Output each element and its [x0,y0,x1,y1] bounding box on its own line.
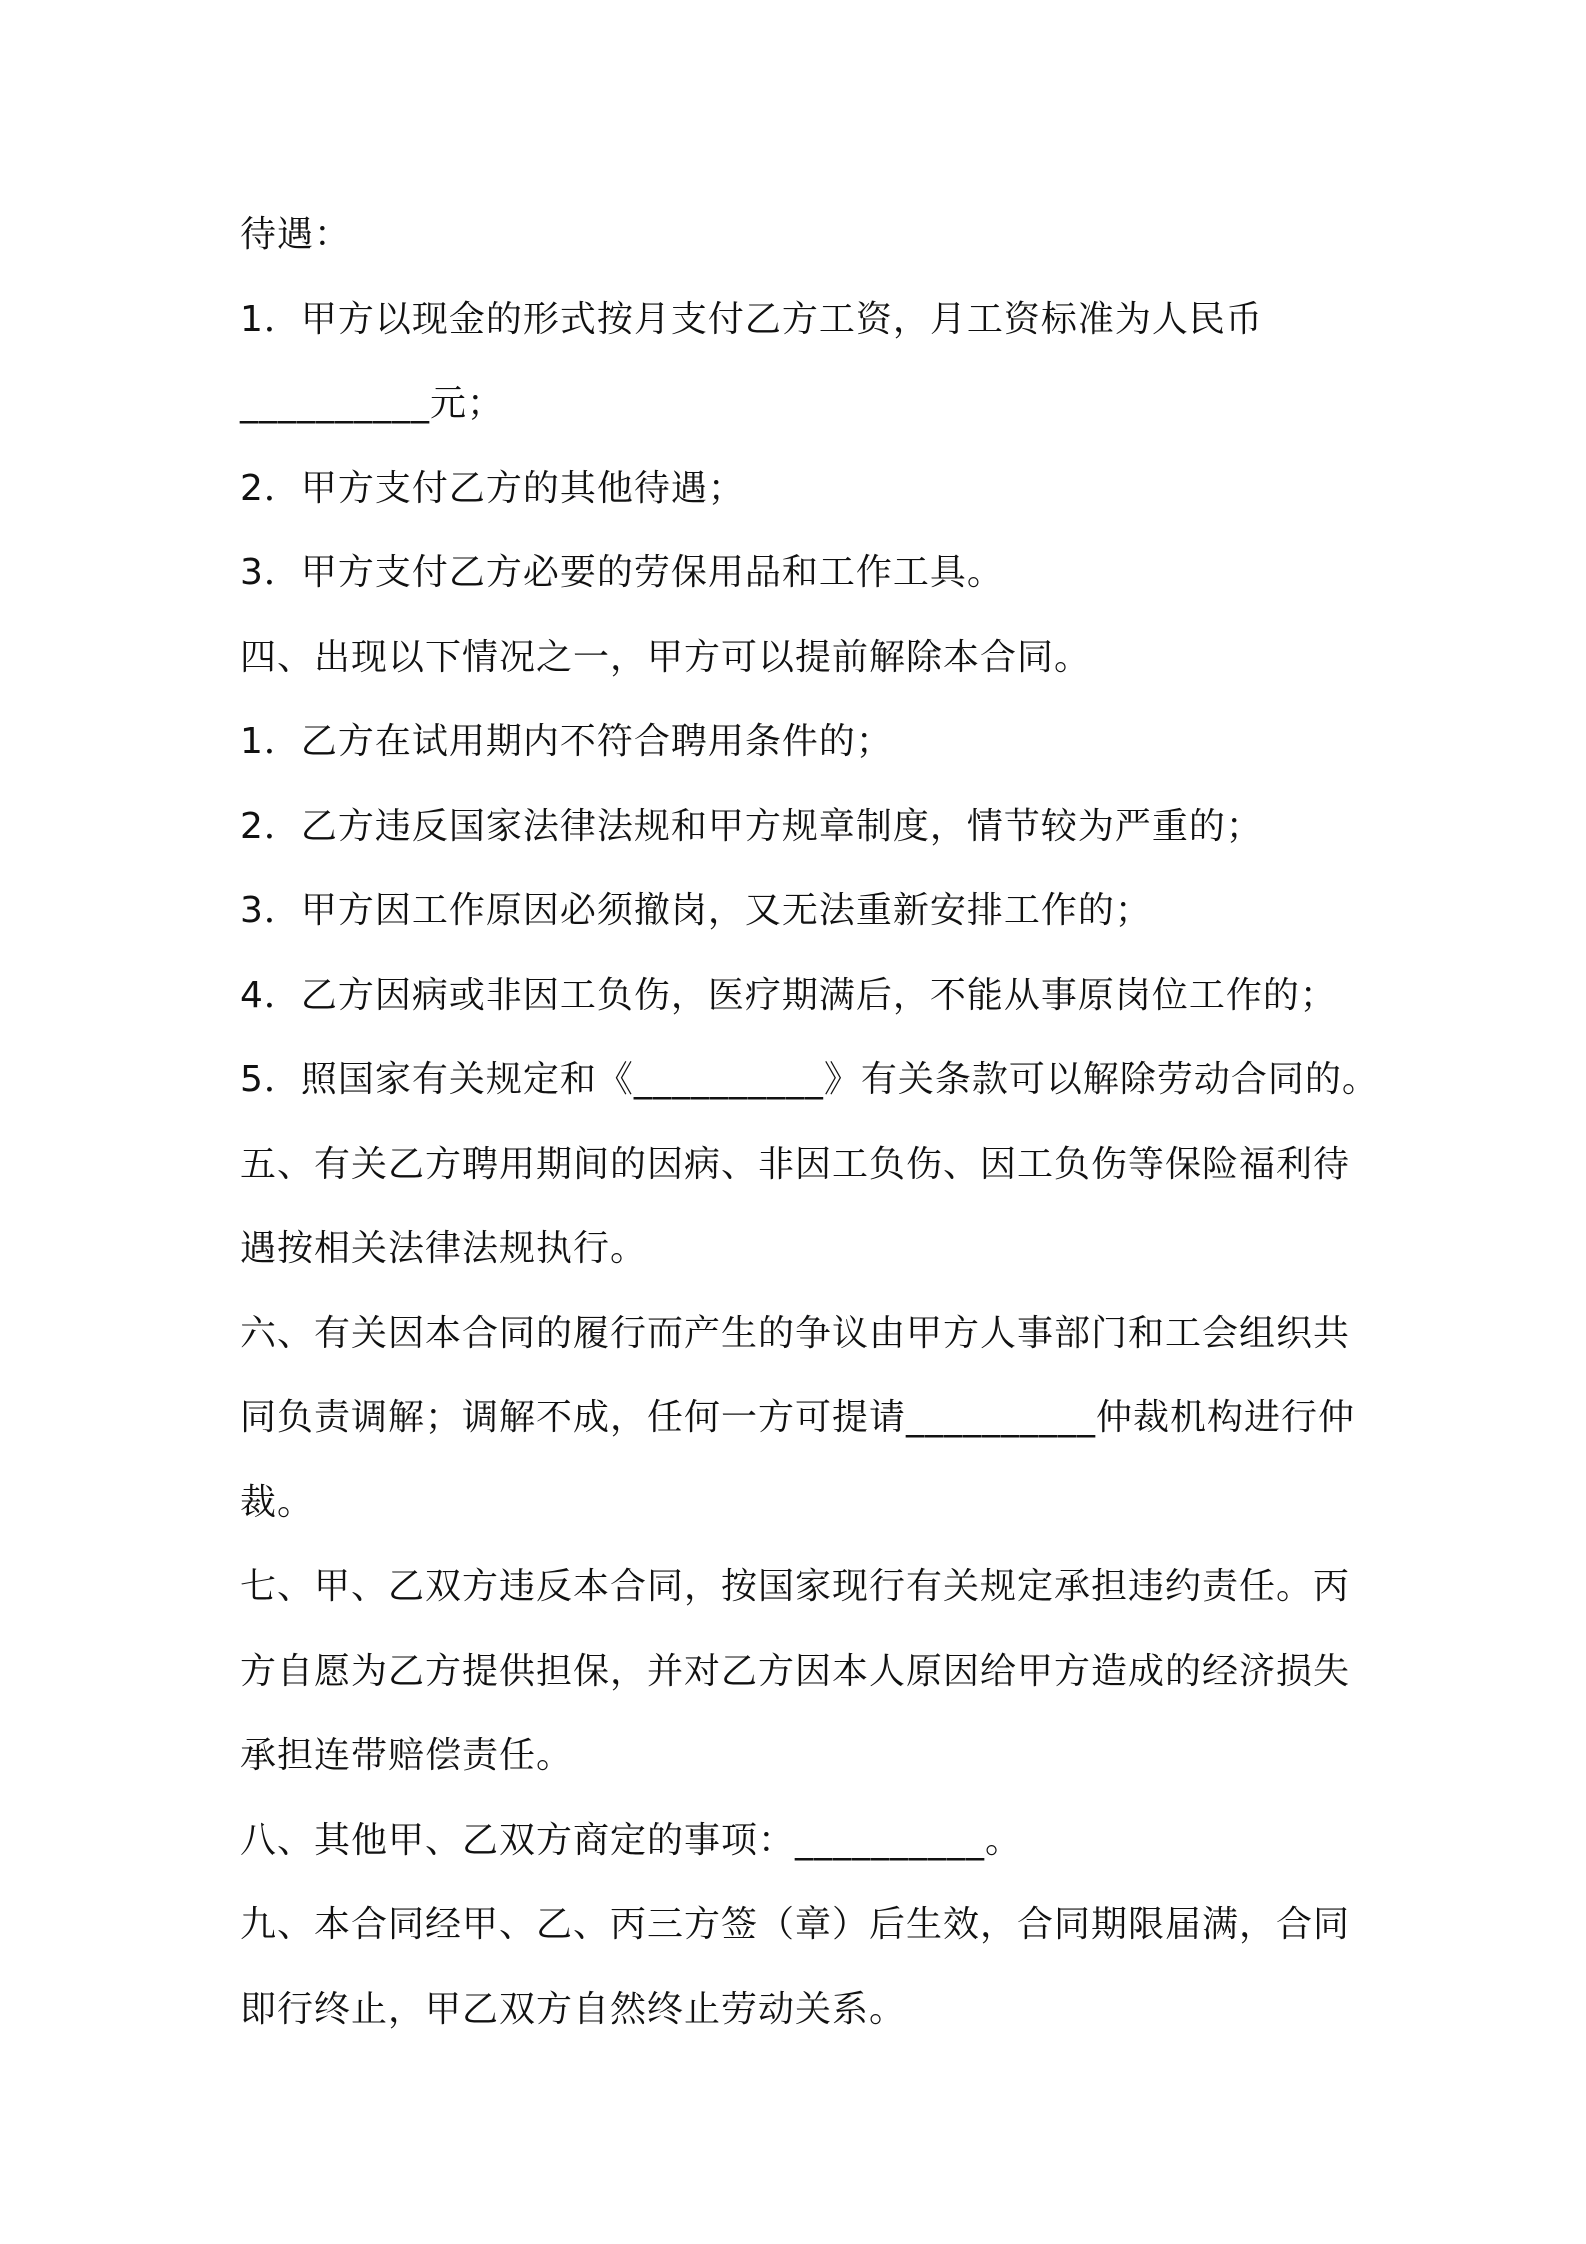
text-line-section-five-b: 遇按相关法律法规执行。 [240,1228,648,1269]
text-line-termination-4: 4．乙方因病或非因工负伤，医疗期满后，不能从事原岗位工作的； [240,974,1337,1016]
text-line-termination-2: 2．乙方违反国家法律法规和甲方规章制度，情节较为严重的； [240,805,1263,847]
text-line-section-nine-a: 九、本合同经甲、乙、丙三方签（章）后生效，合同期限届满，合同 [240,1904,1351,1945]
text-line-section-seven-b: 方自愿为乙方提供担保，并对乙方因本人原因给甲方造成的经济损失 [240,1650,1351,1692]
text-line-section-four: 四、出现以下情况之一，甲方可以提前解除本合同。 [240,636,1092,678]
document-body [240,193,1380,2052]
text-line-termination-3: 3．甲方因工作原因必须撤岗，又无法重新安排工作的； [240,890,1152,931]
text-line-labor-supplies: 3．甲方支付乙方必要的劳保用品和工作工具。 [240,552,1004,593]
text-line-section-five-a: 五、有关乙方聘用期间的因病、非因工负伤、因工负伤等保险福利待 [240,1143,1351,1185]
text-line-section-six-b: 同负责调解；调解不成，任何一方可提请__________仲裁机构进行仲 [240,1397,1356,1438]
text-line-section-seven-c: 承担连带赔偿责任。 [240,1735,574,1776]
text-line-salary-clause: 1．甲方以现金的形式按月支付乙方工资，月工资标准为人民币 [240,298,1263,340]
text-line-termination-5: 5．照国家有关规定和《__________》有关条款可以解除劳动合同的。 [240,1059,1379,1100]
text-line-section-six-c: 裁。 [240,1481,315,1523]
text-line-section-nine-b: 即行终止，甲乙双方自然终止劳动关系。 [240,1988,907,2030]
text-line-section-six-a: 六、有关因本合同的履行而产生的争议由甲方人事部门和工会组织共 [240,1312,1351,1354]
text-line-treatment-heading: 待遇： [240,214,352,255]
text-line-section-seven-a: 七、甲、乙双方违反本合同，按国家现行有关规定承担违约责任。丙 [240,1566,1351,1607]
text-line-section-eight: 八、其他甲、乙双方商定的事项：__________。 [240,1819,1023,1861]
text-line-termination-1: 1．乙方在试用期内不符合聘用条件的； [240,721,893,762]
text-line-salary-amount: __________元； [240,383,505,424]
text-line-other-treatment: 2．甲方支付乙方的其他待遇； [240,467,745,509]
